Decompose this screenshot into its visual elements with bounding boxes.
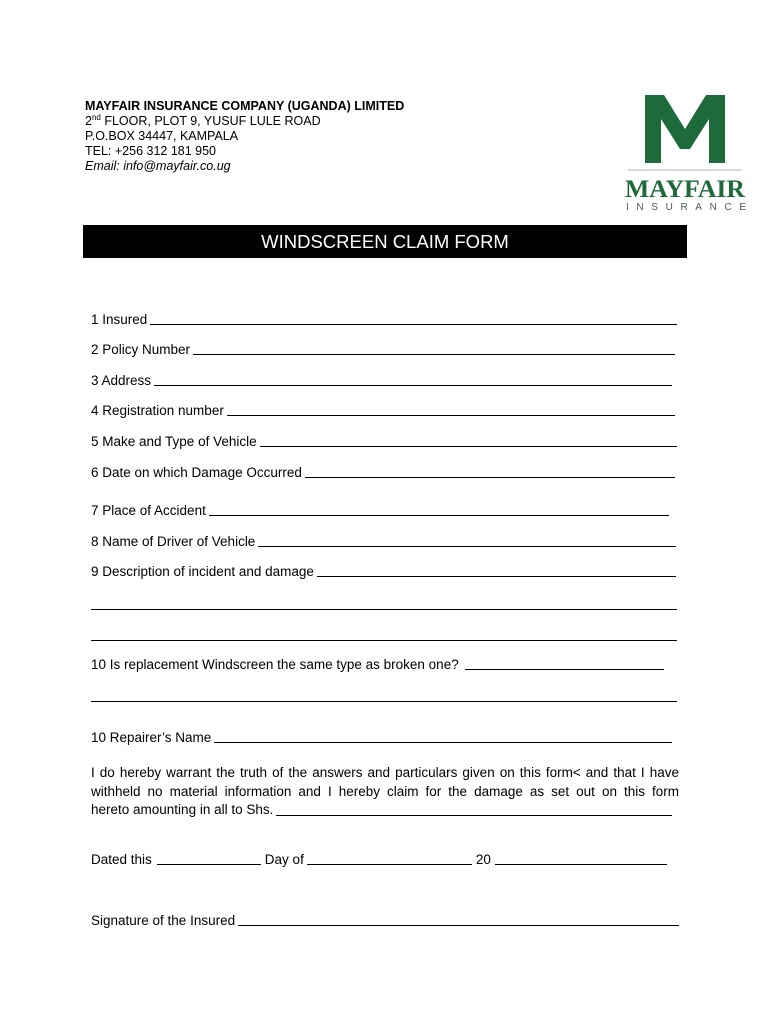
driver-name-row: [91, 534, 676, 550]
incident-description-row: [91, 564, 676, 580]
address-row: [91, 373, 672, 389]
registration-number-field[interactable]: [227, 404, 675, 416]
damage-date-row: [91, 465, 675, 481]
signature-row: [91, 913, 679, 929]
repairer-name-field[interactable]: [214, 731, 672, 743]
repairer-name-label: 10 Repairer’s Name: [91, 730, 212, 745]
policy-number-field[interactable]: [193, 343, 675, 355]
incident-description-line-3[interactable]: [91, 629, 677, 641]
dated-row: [91, 852, 668, 868]
windscreen-same-type-line-2[interactable]: [91, 690, 677, 702]
accident-place-label: 7 Place of Accident: [91, 503, 206, 518]
windscreen-same-type-row: [91, 657, 664, 673]
windscreen-same-type-field[interactable]: [465, 658, 664, 670]
address-line-1-rest: FLOOR, PLOT 9, YUSUF LULE ROAD: [100, 114, 321, 128]
vehicle-make-type-label: 5 Make and Type of Vehicle: [91, 434, 257, 449]
policy-number-label: 2 Policy Number: [91, 342, 191, 357]
mayfair-logo: [620, 88, 752, 214]
accident-place-field[interactable]: [209, 504, 669, 516]
logo-monogram-m: [645, 95, 725, 163]
declaration-line-3-row: [91, 801, 672, 820]
damage-date-field[interactable]: [305, 466, 675, 478]
insured-label: 1 Insured: [91, 312, 148, 327]
signature-label: Signature of the Insured: [91, 913, 236, 928]
dated-month-field[interactable]: [307, 853, 472, 865]
address-line-1: [85, 114, 404, 129]
company-header: [85, 99, 404, 174]
claim-amount-field[interactable]: [276, 804, 672, 816]
form-title: WINDSCREEN CLAIM FORM: [83, 225, 687, 258]
insured-field[interactable]: [150, 313, 677, 325]
windscreen-same-type-label: 10 Is replacement Windscreen the same type as broken one?: [91, 657, 459, 672]
incident-description-line-2[interactable]: [91, 598, 677, 610]
driver-name-field[interactable]: [258, 535, 676, 547]
incident-description-label: 9 Description of incident and damage: [91, 564, 314, 579]
ordinal-suffix: nd: [91, 112, 101, 122]
address-label: 3 Address: [91, 373, 152, 388]
day-of-label: Day of: [264, 852, 304, 867]
dated-year-field[interactable]: [495, 853, 667, 865]
declaration-line-2: withheld no material information and I hereby claim for the damage as set out on this form: [91, 783, 679, 799]
logo-wordmark: MAYFAIR: [625, 176, 746, 203]
signature-field[interactable]: [238, 914, 679, 926]
incident-description-field[interactable]: [317, 565, 676, 577]
vehicle-make-type-row: [91, 434, 677, 450]
company-name: MAYFAIR INSURANCE COMPANY (UGANDA) LIMITED: [85, 99, 405, 113]
registration-number-row: [91, 403, 675, 419]
logo-tagline: INSURANCE: [626, 202, 746, 213]
year-prefix-label: 20: [475, 852, 491, 867]
policy-number-row: [91, 342, 675, 358]
floor-number: 2: [85, 114, 92, 128]
driver-name-label: 8 Name of Driver of Vehicle: [91, 534, 256, 549]
telephone: TEL: +256 312 181 950: [85, 144, 217, 158]
declaration-line-1: I do hereby warrant the truth of the answers and particulars given on this form< and that I have: [91, 765, 679, 780]
dated-this-label: Dated this: [91, 852, 152, 867]
address-field[interactable]: [154, 374, 672, 386]
damage-date-label: 6 Date on which Damage Occurred: [91, 465, 302, 480]
accident-place-row: [91, 503, 669, 519]
email: Email: info@mayfair.co.ug: [85, 159, 231, 173]
vehicle-make-type-field[interactable]: [260, 435, 677, 447]
dated-day-field[interactable]: [157, 853, 261, 865]
declaration: [91, 764, 679, 820]
declaration-line-3: hereto amounting in all to Shs.: [91, 802, 274, 817]
address-line-2: P.O.BOX 34447, KAMPALA: [85, 129, 239, 143]
repairer-name-row: [91, 730, 672, 746]
registration-number-label: 4 Registration number: [91, 403, 224, 418]
insured-row: [91, 312, 677, 328]
